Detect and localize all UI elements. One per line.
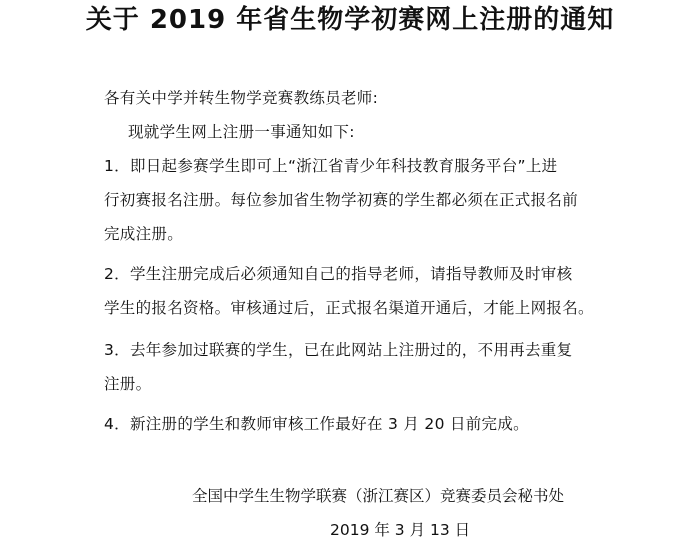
item-1-line-3: 完成注册。 (104, 225, 184, 243)
item-4-line-1: 4．新注册的学生和教师审核工作最好在 3 月 20 日前完成。 (104, 415, 529, 433)
item-3-line-2: 注册。 (104, 375, 152, 393)
salutation: 各有关中学并转生物学竞赛教练员老师: (104, 89, 379, 107)
page-title: 关于 2019 年省生物学初赛网上注册的通知 (85, 5, 615, 35)
item-3-line-1: 3．去年参加过联赛的学生，已在此网站上注册过的，不用再去重复 (104, 341, 573, 359)
item-1-line-1: 1．即日起参赛学生即可上“浙江省青少年科技教育服务平台”上进 (104, 157, 558, 175)
item-1-line-2: 行初赛报名注册。每位参加省生物学初赛的学生都必须在正式报名前 (104, 191, 579, 209)
item-2-line-1: 2．学生注册完成后必须通知自己的指导老师，请指导教师及时审核 (104, 265, 573, 283)
intro-text: 现就学生网上注册一事通知如下: (128, 123, 355, 141)
signature-organization: 全国中学生生物学联赛（浙江赛区）竞赛委员会秘书处 (192, 487, 565, 505)
item-2-line-2: 学生的报名资格。审核通过后，正式报名渠道开通后，才能上网报名。 (104, 299, 594, 317)
signature-date: 2019 年 3 月 13 日 (330, 521, 471, 539)
